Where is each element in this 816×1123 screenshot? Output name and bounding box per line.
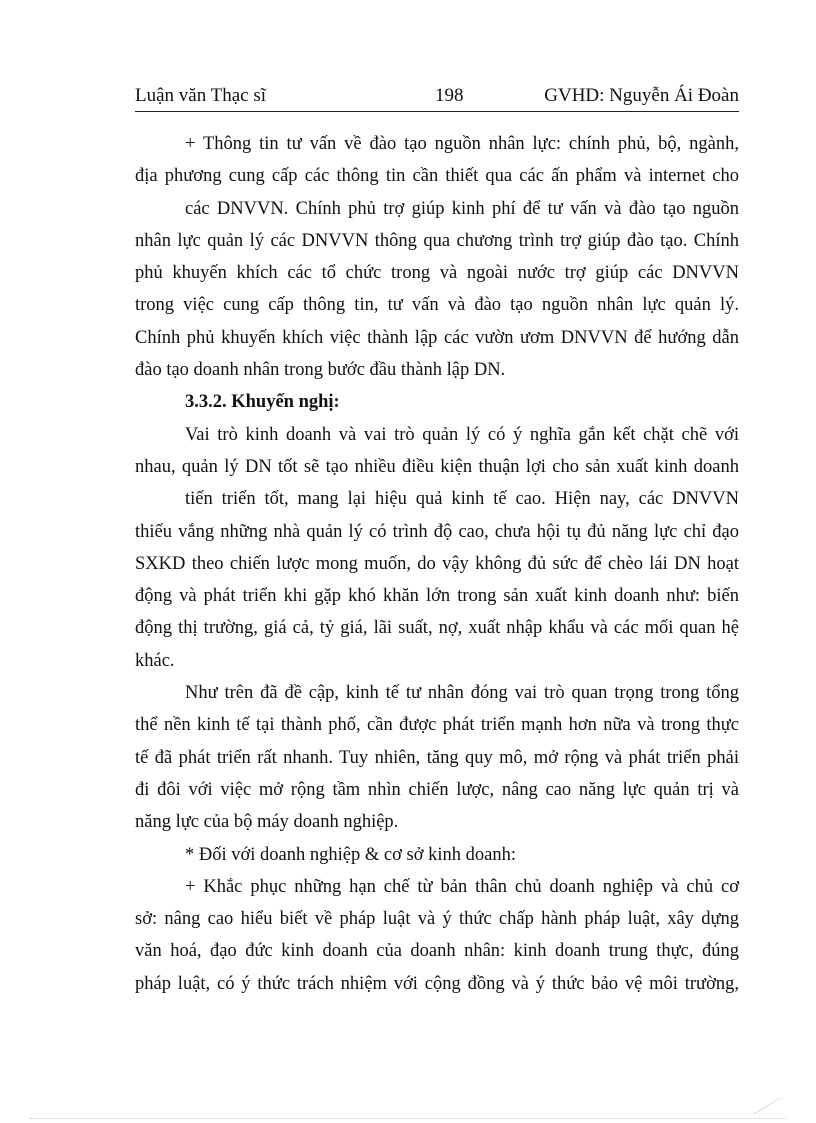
text-line: thiếu vắng những nhà quản lý có trình độ cao, chưa hội tụ đủ năng lực chỉ đạo: [135, 521, 739, 542]
text-line: nhân lực quản lý các DNVVN thông qua chương trình trợ giúp đào tạo. Chính: [135, 230, 739, 251]
text-line: tế đã phát triển rất nhanh. Tuy nhiên, tăng quy mô, mở rộng và phát triển phải: [135, 747, 739, 768]
text-line: Chính phủ khuyến khích việc thành lập các vườn ươm DNVVN để hướng dẫn: [135, 327, 739, 348]
text-line: các DNVVN. Chính phủ trợ giúp kinh phí để tư vấn và đào tạo nguồn: [185, 198, 739, 219]
text-line: thể nền kinh tế tại thành phố, cần được phát triển mạnh hơn nữa và trong thực: [135, 715, 739, 736]
text-line: pháp luật, có ý thức trách nhiệm với cộng đồng và ý thức bảo vệ môi trường,: [135, 973, 739, 994]
text-line: địa phương cung cấp các thông tin cần thiết qua các ấn phẩm và internet cho: [135, 166, 739, 187]
text-line: đào tạo doanh nhân trong bước đầu thành lập DN.: [135, 360, 506, 381]
page-header: [135, 85, 739, 112]
text-line: khác.: [135, 650, 175, 671]
text-line: Như trên đã đề cập, kinh tế tư nhân đóng vai trò quan trọng trong tổng: [185, 683, 739, 704]
section-heading: 3.3.2. Khuyến nghị:: [185, 392, 340, 413]
text-line: SXKD theo chiến lược mong muốn, do vậy không đủ sức để chèo lái DN hoạt: [135, 553, 739, 574]
text-line: * Đối với doanh nghiệp & cơ sở kinh doanh:: [185, 844, 516, 865]
advisor-label: GVHD: Nguyễn Ái Đoàn: [544, 85, 739, 106]
text-line: nhau, quản lý DN tốt sẽ tạo nhiều điều kiện thuận lợi cho sản xuất kinh doanh: [135, 456, 739, 477]
text-line: sở: nâng cao hiểu biết về pháp luật và ý thức chấp hành pháp luật, xây dựng: [135, 909, 739, 930]
text-line: năng lực của bộ máy doanh nghiệp.: [135, 812, 399, 833]
thesis-label: Luận văn Thạc sĩ: [135, 85, 267, 106]
text-line: + Thông tin tư vấn về đào tạo nguồn nhân lực: chính phủ, bộ, ngành,: [185, 134, 739, 154]
text-line: văn hoá, đạo đức kinh doanh của doanh nhân: kinh doanh trung thực, đúng: [135, 941, 739, 962]
text-line: phủ khuyến khích các tổ chức trong và ngoài nước trợ giúp các DNVVN: [135, 263, 739, 284]
text-line: đi đôi với việc mở rộng tầm nhìn chiến lược, nâng cao năng lực quản trị và: [135, 779, 739, 800]
text-line: động thị trường, giá cả, tỷ giá, lãi suất, nợ, xuất nhập khẩu và các mối quan hệ: [135, 618, 739, 639]
page-number: 198: [435, 85, 464, 106]
text-line: động và phát triển khi gặp khó khăn lớn trong sản xuất kinh doanh như: biến: [135, 586, 739, 607]
text-line: Vai trò kinh doanh và vai trò quản lý có ý nghĩa gắn kết chặt chẽ với: [185, 424, 739, 445]
text-line: tiến triển tốt, mang lại hiệu quả kinh tế cao. Hiện nay, các DNVVN: [185, 489, 739, 510]
page-corner-mark: [752, 1095, 782, 1115]
document-body: [135, 128, 739, 1000]
footer-divider: [30, 1118, 786, 1119]
text-line: trong việc cung cấp thông tin, tư vấn và đào tạo nguồn nhân lực quản lý.: [135, 295, 739, 316]
text-line: + Khắc phục những hạn chế từ bản thân chủ doanh nghiệp và chủ cơ: [185, 876, 739, 897]
